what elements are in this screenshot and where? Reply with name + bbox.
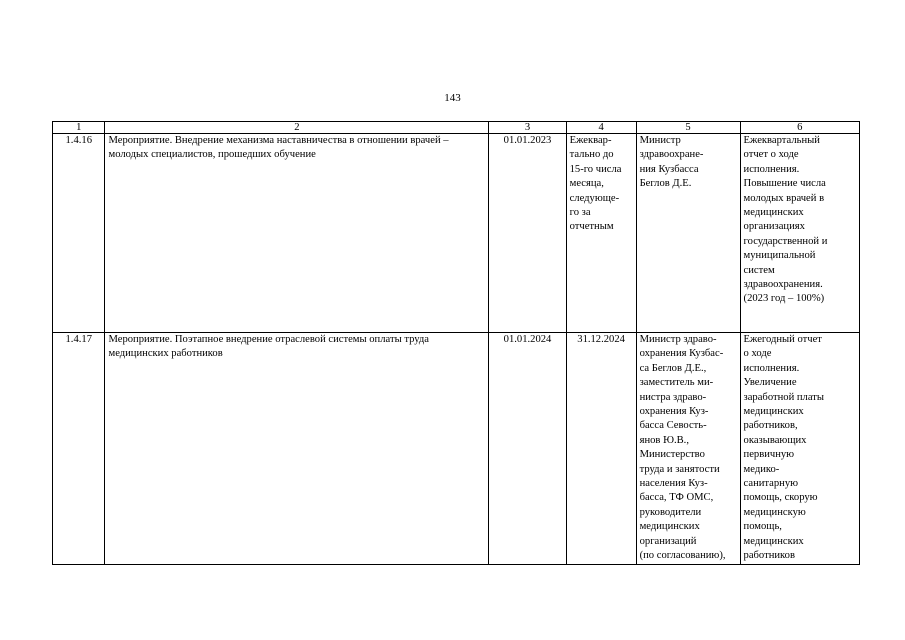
start-date: 01.01.2023: [489, 134, 566, 333]
item-number: 1.4.17: [53, 333, 105, 565]
end-date: 31.12.2024: [566, 333, 636, 565]
responsible-party: Министр здраво- охранения Кузбас- са Беглов Д.Е., заместитель ми- нистра здраво- охранения Куз- басса Севость- янов Ю.В., Министерство труда и занятости населения Куз- басса, ТФ ОМС, руководители медицинских организаций (по согласованию),: [636, 333, 740, 565]
column-header-4: 4: [566, 122, 636, 134]
table-row: [53, 333, 860, 565]
page-number: 143: [444, 92, 461, 104]
event-description: Мероприятие. Внедрение механизма наставничества в отношении врачей – молодых специалистов, прошедших обучение: [105, 134, 489, 333]
header-row: [53, 122, 860, 134]
column-header-3: 3: [489, 122, 566, 134]
expected-result: Ежеквартальный отчет о ходе исполнения. Повышение числа молодых врачей в медицинских организациях государственной и муниципальной систем здравоохранения. (2023 год – 100%): [740, 134, 859, 333]
end-date: Ежеквар- тально до 15-го числа месяца, следующе- го за отчетным: [566, 134, 636, 333]
column-header-6: 6: [740, 122, 859, 134]
plan-table: [52, 121, 860, 565]
column-header-1: 1: [53, 122, 105, 134]
column-header-5: 5: [636, 122, 740, 134]
item-number: 1.4.16: [53, 134, 105, 333]
table-row: [53, 134, 860, 333]
expected-result: Ежегодный отчет о ходе исполнения. Увеличение заработной платы медицинских работников, оказывающих первичную медико- санитарную помощь, скорую медицинскую помощь, медицинских работников: [740, 333, 859, 565]
responsible-party: Министр здравоохране- ния Кузбасса Беглов Д.Е.: [636, 134, 740, 333]
start-date: 01.01.2024: [489, 333, 566, 565]
event-description: Мероприятие. Поэтапное внедрение отраслевой системы оплаты труда медицинских работников: [105, 333, 489, 565]
column-header-2: 2: [105, 122, 489, 134]
